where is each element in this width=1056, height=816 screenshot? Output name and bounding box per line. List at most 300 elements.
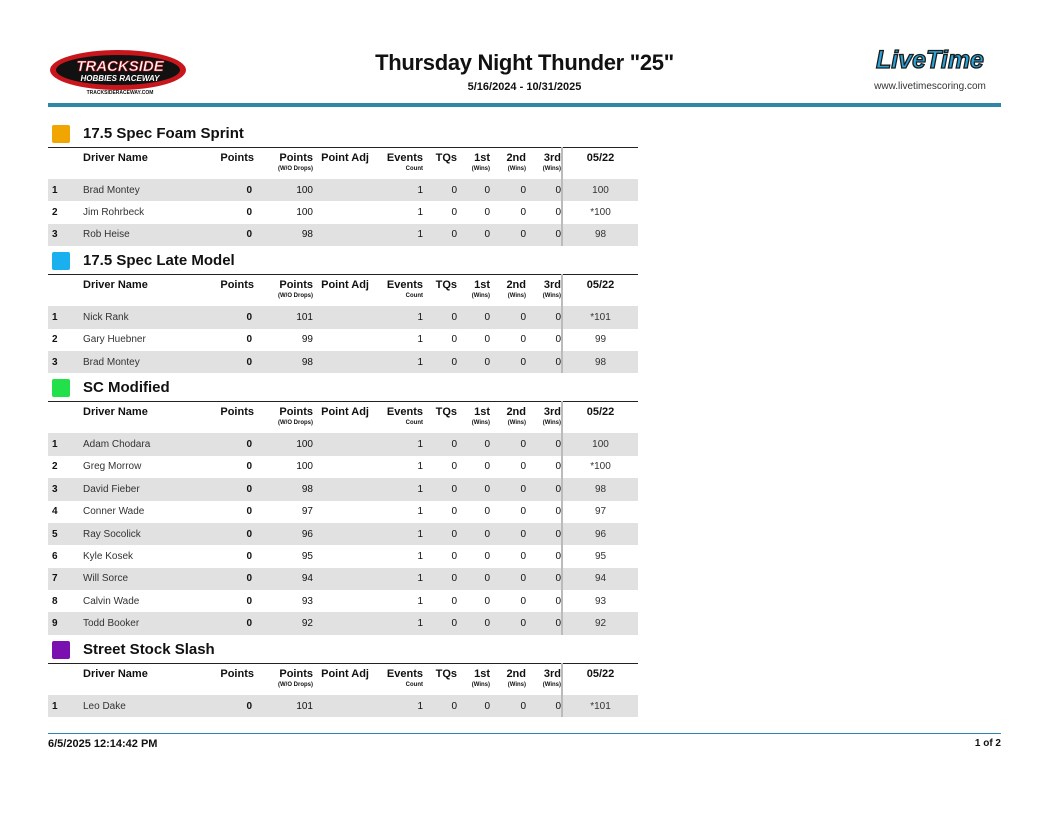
first-header	[457, 402, 490, 434]
position-cell: 2	[52, 207, 58, 219]
points-wo-drops-header-label: Points	[279, 406, 313, 419]
first-header	[457, 663, 490, 695]
date-header	[562, 275, 638, 307]
third-header	[526, 663, 562, 695]
events-cell: 1	[417, 595, 423, 607]
first-header-sub: (Wins)	[471, 420, 490, 427]
section-header	[48, 122, 638, 147]
points-wo-drops-cell: 101	[296, 700, 313, 712]
third-header-sub: (Wins)	[542, 166, 561, 172]
first-cell: 0	[484, 573, 490, 585]
first-cell: 0	[484, 506, 490, 518]
section-header	[48, 638, 638, 663]
points-cell: 0	[246, 439, 252, 451]
date-cell: 98	[562, 224, 638, 246]
events-cell: 1	[417, 356, 423, 368]
third-header-label: 3rd	[543, 667, 561, 680]
events-cell: 1	[417, 506, 423, 518]
points-header-label: Points	[220, 406, 254, 419]
second-header-label: 2nd	[506, 152, 526, 164]
driver-name-cell: Brad Montey	[83, 184, 140, 196]
tqs-header	[423, 148, 457, 180]
points-wo-drops-cell: 99	[301, 334, 313, 346]
third-cell: 0	[555, 229, 561, 241]
first-cell: 0	[484, 483, 490, 495]
events-cell: 1	[417, 311, 423, 323]
second-header	[490, 402, 526, 434]
events-cell: 1	[417, 184, 423, 196]
third-header-sub: (Wins)	[542, 293, 561, 300]
standings-table	[48, 274, 638, 373]
events-cell: 1	[417, 573, 423, 585]
driver-name-header	[83, 275, 183, 307]
point-adj-header	[313, 275, 369, 307]
second-header	[490, 663, 526, 695]
third-header	[526, 148, 562, 180]
second-cell: 0	[520, 229, 526, 241]
tqs-header-label: TQs	[435, 279, 457, 292]
livetime-wordmark: LiveTime	[876, 46, 984, 74]
date-header-label: 05/22	[586, 667, 615, 680]
third-cell: 0	[555, 506, 561, 518]
points-header-label: Points	[220, 152, 254, 164]
table-row	[48, 179, 638, 201]
class-title: 17.5 Spec Late Model	[83, 252, 235, 270]
date-cell: 94	[562, 568, 638, 590]
driver-name-cell: Nick Rank	[83, 311, 129, 323]
second-cell: 0	[520, 356, 526, 368]
third-header-label: 3rd	[543, 279, 561, 292]
driver-name-cell: Kyle Kosek	[83, 550, 134, 562]
class-color-swatch	[52, 125, 70, 143]
driver-name-header-label: Driver Name	[83, 667, 148, 680]
events-header	[369, 148, 423, 180]
points-cell: 0	[246, 461, 252, 473]
position-cell: 3	[52, 229, 58, 241]
class-title: Street Stock Slash	[83, 640, 215, 658]
driver-name-cell: Rob Heise	[83, 229, 130, 241]
points-cell: 0	[246, 700, 252, 712]
points-cell: 0	[246, 184, 252, 196]
table-row	[48, 568, 638, 590]
first-header	[457, 148, 490, 180]
date-header-label: 05/22	[586, 279, 615, 292]
standings-content	[48, 122, 638, 720]
third-header	[526, 275, 562, 307]
point-adj-header-label: Point Adj	[321, 279, 369, 292]
first-cell: 0	[484, 356, 490, 368]
points-wo-drops-header	[254, 275, 313, 307]
points-wo-drops-cell: 96	[301, 528, 313, 540]
second-cell: 0	[520, 528, 526, 540]
second-header-label: 2nd	[506, 667, 526, 680]
tqs-cell: 0	[451, 700, 457, 712]
point-adj-cell	[313, 545, 369, 567]
first-cell: 0	[484, 229, 490, 241]
points-wo-drops-cell: 97	[301, 506, 313, 518]
position-cell: 2	[52, 334, 58, 346]
tqs-cell: 0	[451, 595, 457, 607]
first-header-label: 1st	[474, 406, 490, 419]
third-cell: 0	[555, 573, 561, 585]
second-cell: 0	[520, 311, 526, 323]
driver-name-cell: Greg Morrow	[83, 461, 142, 473]
point-adj-cell	[313, 329, 369, 351]
footer-page: 1 of 2	[974, 738, 1001, 749]
events-header-sub: Count	[405, 420, 423, 427]
tqs-cell: 0	[451, 207, 457, 219]
third-cell: 0	[555, 184, 561, 196]
point-adj-cell	[313, 501, 369, 523]
date-cell: 98	[562, 478, 638, 500]
date-header	[562, 663, 638, 695]
standings-table	[48, 147, 638, 246]
points-cell: 0	[246, 207, 252, 219]
point-adj-cell	[313, 695, 369, 717]
points-cell: 0	[246, 550, 252, 562]
tqs-cell: 0	[451, 356, 457, 368]
first-cell: 0	[484, 595, 490, 607]
first-header-label: 1st	[474, 667, 490, 680]
points-wo-drops-cell: 98	[301, 229, 313, 241]
date-cell: *101	[562, 306, 638, 328]
tqs-cell: 0	[451, 334, 457, 346]
third-header-sub: (Wins)	[542, 681, 561, 688]
point-adj-cell	[313, 433, 369, 455]
position-cell: 7	[52, 573, 58, 585]
point-adj-cell	[313, 523, 369, 545]
third-cell: 0	[555, 356, 561, 368]
second-header-sub: (Wins)	[507, 420, 526, 427]
points-cell: 0	[246, 506, 252, 518]
point-adj-cell	[313, 201, 369, 223]
points-header	[183, 148, 254, 180]
logo-url: TRACKSIDERACEWAY.COM	[86, 90, 154, 96]
second-cell: 0	[520, 595, 526, 607]
position-cell: 1	[52, 700, 58, 712]
footer-timestamp: 6/5/2025 12:14:42 PM	[48, 738, 158, 750]
points-wo-drops-cell: 94	[301, 573, 313, 585]
first-header-label: 1st	[474, 152, 490, 164]
events-cell: 1	[417, 618, 423, 630]
first-cell: 0	[484, 700, 490, 712]
points-wo-drops-header-sub: (W/O Drops)	[278, 166, 313, 172]
date-header-label: 05/22	[586, 152, 615, 164]
events-header-sub: Count	[405, 681, 423, 688]
second-cell: 0	[520, 184, 526, 196]
tqs-header-label: TQs	[435, 667, 457, 680]
points-cell: 0	[246, 311, 252, 323]
tqs-cell: 0	[451, 573, 457, 585]
third-cell: 0	[555, 595, 561, 607]
date-cell: 100	[562, 179, 638, 201]
second-header	[490, 275, 526, 307]
first-cell: 0	[484, 439, 490, 451]
table-row	[48, 201, 638, 223]
points-wo-drops-cell: 100	[296, 439, 313, 451]
second-cell: 0	[520, 439, 526, 451]
first-header	[457, 275, 490, 307]
date-cell: *100	[562, 456, 638, 478]
position-cell: 4	[52, 506, 58, 518]
events-header-sub: Count	[405, 166, 423, 172]
third-cell: 0	[555, 439, 561, 451]
pos-header	[48, 663, 83, 695]
first-header-sub: (Wins)	[471, 166, 490, 172]
third-cell: 0	[555, 700, 561, 712]
table-row	[48, 478, 638, 500]
third-header-label: 3rd	[543, 152, 561, 164]
first-cell: 0	[484, 550, 490, 562]
driver-name-header	[83, 148, 183, 180]
driver-name-cell: Conner Wade	[83, 506, 145, 518]
events-header-label: Events	[386, 667, 423, 680]
position-cell: 3	[52, 356, 58, 368]
events-header	[369, 275, 423, 307]
third-cell: 0	[555, 461, 561, 473]
table-row	[48, 224, 638, 246]
points-wo-drops-cell: 100	[296, 461, 313, 473]
position-cell: 6	[52, 550, 58, 562]
second-cell: 0	[520, 506, 526, 518]
table-row	[48, 545, 638, 567]
first-header-sub: (Wins)	[471, 681, 490, 688]
second-header-label: 2nd	[506, 279, 526, 292]
points-wo-drops-cell: 93	[301, 595, 313, 607]
events-header-label: Events	[386, 152, 423, 164]
first-cell: 0	[484, 207, 490, 219]
first-cell: 0	[484, 461, 490, 473]
date-header	[562, 402, 638, 434]
points-header	[183, 663, 254, 695]
second-cell: 0	[520, 483, 526, 495]
report-title: Thursday Night Thunder "25"	[375, 50, 674, 75]
tqs-cell: 0	[451, 311, 457, 323]
driver-name-cell: David Fieber	[83, 483, 140, 495]
events-cell: 1	[417, 207, 423, 219]
second-cell: 0	[520, 334, 526, 346]
driver-name-header-label: Driver Name	[83, 152, 148, 164]
events-header	[369, 663, 423, 695]
position-cell: 8	[52, 595, 58, 607]
events-cell: 1	[417, 439, 423, 451]
points-cell: 0	[246, 483, 252, 495]
points-wo-drops-cell: 95	[301, 550, 313, 562]
driver-name-header	[83, 663, 183, 695]
first-header-label: 1st	[474, 279, 490, 292]
events-cell: 1	[417, 528, 423, 540]
point-adj-cell	[313, 351, 369, 373]
table-row	[48, 523, 638, 545]
third-cell: 0	[555, 311, 561, 323]
tqs-cell: 0	[451, 528, 457, 540]
point-adj-cell	[313, 568, 369, 590]
points-wo-drops-header-label: Points	[279, 279, 313, 292]
logo-line1: TRACKSIDE	[76, 58, 164, 75]
driver-name-cell: Gary Huebner	[83, 334, 146, 346]
date-cell: 96	[562, 523, 638, 545]
driver-name-cell: Jim Rohrbeck	[83, 207, 145, 219]
first-header-sub: (Wins)	[471, 293, 490, 300]
date-cell: *100	[562, 201, 638, 223]
driver-name-cell: Calvin Wade	[83, 595, 140, 607]
third-header	[526, 402, 562, 434]
tqs-cell: 0	[451, 506, 457, 518]
points-header-label: Points	[220, 279, 254, 292]
tqs-cell: 0	[451, 483, 457, 495]
points-wo-drops-cell: 100	[296, 184, 313, 196]
points-cell: 0	[246, 356, 252, 368]
point-adj-header-label: Point Adj	[321, 667, 369, 680]
driver-name-cell: Brad Montey	[83, 356, 140, 368]
third-cell: 0	[555, 207, 561, 219]
tqs-cell: 0	[451, 461, 457, 473]
third-cell: 0	[555, 528, 561, 540]
points-wo-drops-header-sub: (W/O Drops)	[278, 681, 313, 688]
table-row	[48, 612, 638, 634]
date-cell: 99	[562, 329, 638, 351]
position-cell: 1	[52, 311, 58, 323]
third-cell: 0	[555, 618, 561, 630]
class-color-swatch	[52, 252, 70, 270]
class-title: SC Modified	[83, 379, 170, 397]
events-cell: 1	[417, 550, 423, 562]
second-cell: 0	[520, 618, 526, 630]
points-cell: 0	[246, 229, 252, 241]
livetime-logo	[859, 46, 1001, 92]
position-cell: 3	[52, 483, 58, 495]
table-row	[48, 306, 638, 328]
points-cell: 0	[246, 573, 252, 585]
points-wo-drops-cell: 98	[301, 483, 313, 495]
tqs-cell: 0	[451, 439, 457, 451]
point-adj-header-label: Point Adj	[321, 152, 369, 164]
first-cell: 0	[484, 184, 490, 196]
class-color-swatch	[52, 641, 70, 659]
first-cell: 0	[484, 618, 490, 630]
position-cell: 1	[52, 184, 58, 196]
points-wo-drops-header-sub: (W/O Drops)	[278, 420, 313, 427]
points-header	[183, 275, 254, 307]
third-cell: 0	[555, 483, 561, 495]
second-header-label: 2nd	[506, 406, 526, 419]
second-header-sub: (Wins)	[507, 293, 526, 300]
driver-name-header-label: Driver Name	[83, 279, 148, 292]
third-header-label: 3rd	[543, 406, 561, 419]
first-cell: 0	[484, 311, 490, 323]
logo-line2: HOBBIES RACEWAY	[80, 74, 160, 83]
point-adj-cell	[313, 224, 369, 246]
date-cell: 100	[562, 433, 638, 455]
points-wo-drops-header	[254, 402, 313, 434]
date-cell: 98	[562, 351, 638, 373]
third-cell: 0	[555, 550, 561, 562]
tqs-cell: 0	[451, 229, 457, 241]
events-cell: 1	[417, 334, 423, 346]
date-header	[562, 148, 638, 180]
driver-name-cell: Todd Booker	[83, 618, 140, 630]
driver-name-header-label: Driver Name	[83, 406, 148, 419]
driver-name-header	[83, 402, 183, 434]
footer-rule	[48, 733, 1001, 734]
first-cell: 0	[484, 528, 490, 540]
points-wo-drops-header-label: Points	[279, 152, 313, 164]
points-wo-drops-cell: 101	[296, 311, 313, 323]
events-cell: 1	[417, 483, 423, 495]
date-cell: 95	[562, 545, 638, 567]
table-row	[48, 351, 638, 373]
table-row	[48, 329, 638, 351]
point-adj-cell	[313, 306, 369, 328]
events-header-label: Events	[386, 406, 423, 419]
tqs-header-label: TQs	[435, 406, 457, 419]
points-wo-drops-cell: 100	[296, 207, 313, 219]
events-cell: 1	[417, 229, 423, 241]
point-adj-cell	[313, 179, 369, 201]
date-header-label: 05/22	[586, 406, 615, 419]
driver-name-cell: Leo Dake	[83, 700, 126, 712]
points-wo-drops-header	[254, 148, 313, 180]
third-header-sub: (Wins)	[542, 420, 561, 427]
points-header	[183, 402, 254, 434]
points-cell: 0	[246, 618, 252, 630]
third-cell: 0	[555, 334, 561, 346]
section-header	[48, 249, 638, 274]
point-adj-cell	[313, 612, 369, 634]
points-cell: 0	[246, 528, 252, 540]
tqs-cell: 0	[451, 618, 457, 630]
table-row	[48, 501, 638, 523]
position-cell: 5	[52, 528, 58, 540]
second-cell: 0	[520, 700, 526, 712]
pos-header	[48, 148, 83, 180]
point-adj-cell	[313, 590, 369, 612]
points-wo-drops-cell: 98	[301, 356, 313, 368]
table-row	[48, 433, 638, 455]
second-cell: 0	[520, 550, 526, 562]
points-wo-drops-header-sub: (W/O Drops)	[278, 293, 313, 300]
pos-header	[48, 402, 83, 434]
date-range: 5/16/2024 - 10/31/2025	[467, 81, 582, 93]
second-header	[490, 148, 526, 180]
class-title: 17.5 Spec Foam Sprint	[83, 125, 244, 142]
standings-table	[48, 663, 638, 717]
point-adj-header	[313, 663, 369, 695]
events-cell: 1	[417, 461, 423, 473]
class-color-swatch	[52, 379, 70, 397]
first-cell: 0	[484, 334, 490, 346]
point-adj-header-label: Point Adj	[321, 406, 369, 419]
points-wo-drops-header-label: Points	[279, 667, 313, 680]
date-cell: 93	[562, 590, 638, 612]
tqs-header	[423, 275, 457, 307]
table-row	[48, 590, 638, 612]
position-cell: 1	[52, 439, 58, 451]
second-cell: 0	[520, 573, 526, 585]
section-header	[48, 376, 638, 401]
position-cell: 2	[52, 461, 58, 473]
point-adj-header	[313, 402, 369, 434]
header-rule	[48, 103, 1001, 107]
events-header	[369, 402, 423, 434]
events-header-label: Events	[386, 279, 423, 292]
second-cell: 0	[520, 461, 526, 473]
events-header-sub: Count	[405, 293, 423, 300]
points-wo-drops-header	[254, 663, 313, 695]
events-cell: 1	[417, 700, 423, 712]
second-cell: 0	[520, 207, 526, 219]
pos-header	[48, 275, 83, 307]
